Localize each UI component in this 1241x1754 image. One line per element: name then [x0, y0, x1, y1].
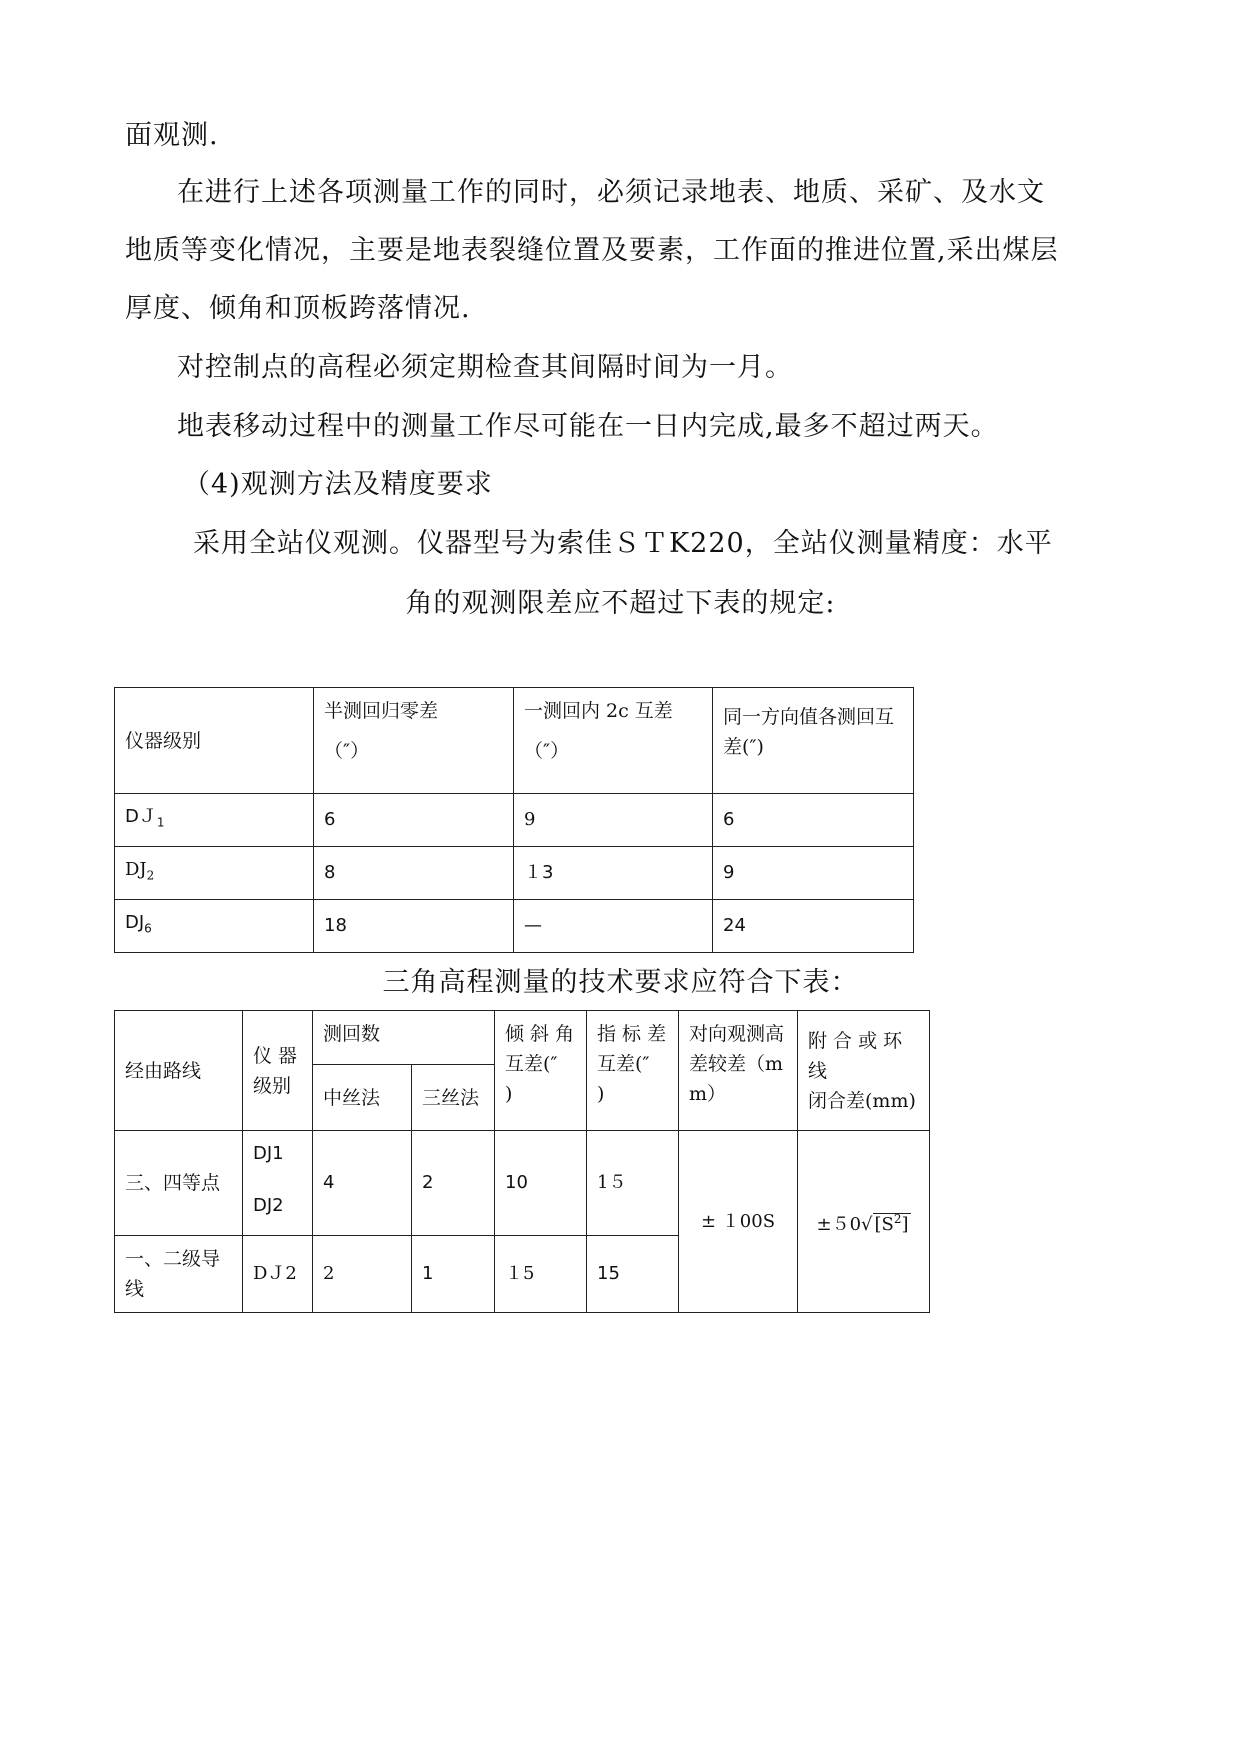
cell-middle-wire: 2: [313, 1236, 412, 1313]
horizontal-angle-tolerance-table: [114, 687, 914, 953]
table2-title: 三角高程测量的技术要求应符合下表：: [382, 967, 859, 998]
paragraph-3: 对控制点的高程必须定期检查其间隔时间为一月。: [177, 352, 793, 383]
table-row: [115, 847, 914, 900]
cell-grade: DＪ$_1$: [115, 794, 314, 847]
header-route: 经由路线: [115, 1011, 243, 1131]
paragraph-5-line-2: 角的观测限差应不超过下表的规定:: [405, 588, 836, 619]
cell-route: 一、二级导线: [115, 1236, 243, 1313]
paragraph-2-line-3: 厚度、倾角和顶板跨落情况.: [125, 293, 471, 324]
cell-value: —: [514, 900, 713, 953]
sqrt-icon: √: [861, 1213, 873, 1235]
cell-tilt: 10: [495, 1131, 587, 1236]
cell-instrument: DJ1 DJ2: [243, 1131, 313, 1236]
cell-route: 三、四等点: [115, 1131, 243, 1236]
header-2c-diff: 一测回内 2c 互差 （″）: [514, 688, 713, 794]
header-closure-error: 附 合 或 环线 闭合差(mm): [798, 1011, 930, 1131]
header-rounds: 测回数: [313, 1011, 495, 1065]
cell-value: 6: [314, 794, 514, 847]
header-three-wire: 三丝法: [412, 1065, 495, 1131]
table-row: [115, 794, 914, 847]
cell-value: 18: [314, 900, 514, 953]
cell-instrument: DＪ2: [243, 1236, 313, 1313]
header-direction-diff: 同一方向值各测回互 差(″): [713, 688, 914, 794]
section-heading: （4)观测方法及精度要求: [183, 469, 493, 500]
cell-value: 6: [713, 794, 914, 847]
header-index-error-diff: 指 标 差 互差(″ ): [587, 1011, 679, 1131]
paragraph-1: 面观测.: [125, 120, 219, 151]
table-row: [115, 1131, 930, 1236]
cell-reciprocal-observation: ± １00S: [679, 1131, 798, 1313]
cell-middle-wire: 4: [313, 1131, 412, 1236]
cell-value: １3: [514, 847, 713, 900]
cell-grade: $DJ_6$: [115, 900, 314, 953]
trig-leveling-requirements-table: [114, 1010, 930, 1313]
paragraph-2-line-1: 在进行上述各项测量工作的同时，必须记录地表、地质、采矿、及水文: [177, 177, 1045, 208]
cell-value: 9: [514, 794, 713, 847]
cell-three-wire: 1: [412, 1236, 495, 1313]
table-row: [115, 900, 914, 953]
header-tilt-angle-diff: 倾 斜 角 互差(″ ): [495, 1011, 587, 1131]
paragraph-5-line-1: 采用全站仪观测。仪器型号为索佳ＳＴK220，全站仪测量精度：水平: [193, 528, 1053, 559]
paragraph-2-line-2: 地质等变化情况，主要是地表裂缝位置及要素，工作面的推进位置,采出煤层: [125, 235, 1059, 266]
cell-tilt: １5: [495, 1236, 587, 1313]
cell-grade: $DJ_2$: [115, 847, 314, 900]
cell-index: 1５: [587, 1131, 679, 1236]
cell-value: 9: [713, 847, 914, 900]
header-instrument-grade: 仪器级别: [115, 688, 314, 794]
cell-index: 15: [587, 1236, 679, 1313]
header-middle-wire: 中丝法: [313, 1065, 412, 1131]
cell-value: 8: [314, 847, 514, 900]
cell-value: 24: [713, 900, 914, 953]
header-instrument-grade: 仪 器 级别: [243, 1011, 313, 1131]
cell-three-wire: 2: [412, 1131, 495, 1236]
header-reciprocal-observation: 对向观测高 差较差（m m）: [679, 1011, 798, 1131]
paragraph-4: 地表移动过程中的测量工作尽可能在一日内完成,最多不超过两天。: [177, 411, 999, 442]
cell-closure-error: ±５0√ $[S^2]$: [798, 1131, 930, 1313]
header-half-round-zero-diff: 半测回归零差 （″）: [314, 688, 514, 794]
